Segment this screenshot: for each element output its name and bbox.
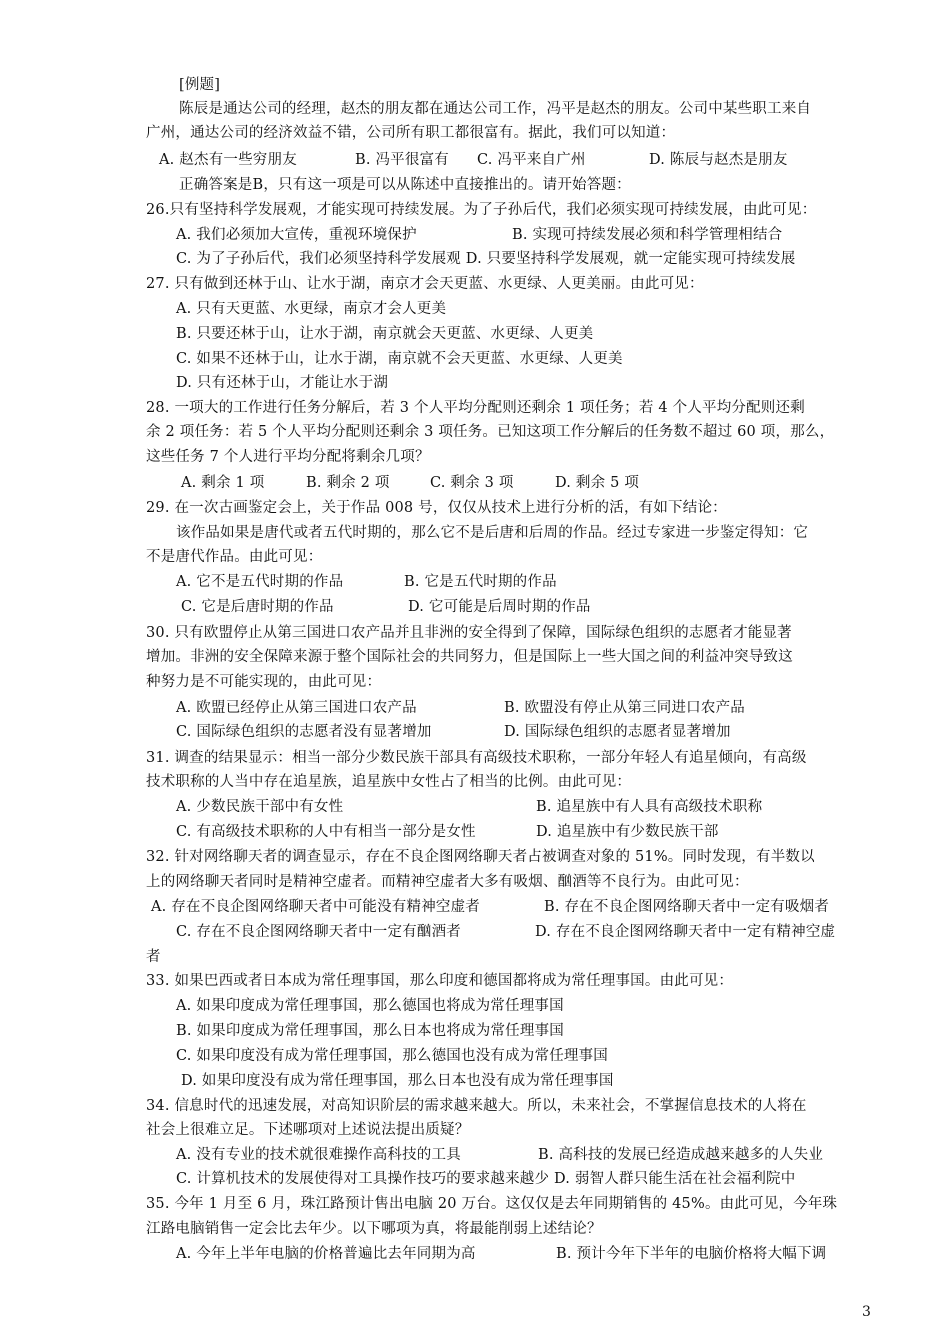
- answer-option: C. 剩余 3 项: [430, 475, 514, 491]
- text-segment: C. 如果不还林于山，让水于湖，南京就不会天更蓝、水更绿、人更美: [176, 351, 623, 367]
- answer-option: A. 存在不良企图网络聊天者中可能没有精神空虚者: [151, 899, 480, 915]
- text-line: [0, 1044, 950, 1068]
- text-line: [0, 247, 950, 271]
- text-line: [0, 471, 950, 495]
- text-line: [0, 73, 950, 97]
- answer-option: A. 今年上半年电脑的价格普遍比去年同期为高: [176, 1246, 476, 1262]
- text-line: [0, 148, 950, 172]
- answer-option: C. 国际绿色组织的志愿者没有显著增加: [176, 724, 432, 740]
- text-segment: B. 如果印度成为常任理事国，那么日本也将成为常任理事国: [176, 1023, 564, 1039]
- answer-option: D. 国际绿色组织的志愿者显著增加: [504, 724, 731, 740]
- text-segment: 社会上很难立足。下述哪项对上述说法提出质疑？: [146, 1122, 470, 1138]
- text-line: [0, 870, 950, 894]
- answer-option: A. 欧盟已经停止从第三国进口农产品: [176, 700, 417, 716]
- text-line: [0, 994, 950, 1018]
- text-line: [0, 845, 950, 869]
- text-line: [0, 895, 950, 919]
- text-line: [0, 371, 950, 395]
- answer-option: A. 没有专业的技术就很难操作高科技的工具: [176, 1147, 461, 1163]
- text-segment: 技术职称的人当中存在追星族，追星族中女性占了相当的比例。由此可见：: [146, 774, 632, 790]
- answer-option: C. 冯平来自广州: [477, 152, 586, 168]
- text-line: [0, 820, 950, 844]
- answer-option: A. 少数民族干部中有女性: [176, 799, 344, 815]
- text-line: [0, 1069, 950, 1093]
- text-segment: 31. 调查的结果显示：相当一部分少数民族干部具有高级技术职称，一部分年轻人有追星倾向，有高级: [146, 750, 807, 766]
- text-segment: 33. 如果巴西或者日本成为常任理事国，那么印度和德国都将成为常任理事国。由此可见：: [146, 973, 734, 989]
- text-line: [0, 1167, 950, 1191]
- text-segment: 广州，通达公司的经济效益不错，公司所有职工都很富有。据此，我们可以知道：: [146, 125, 676, 141]
- answer-option: B. 存在不良企图网络聊天者中一定有吸烟者: [544, 899, 830, 915]
- answer-option: B. 它是五代时期的作品: [404, 574, 557, 590]
- answer-option: B. 追星族中有人具有高级技术职称: [536, 799, 763, 815]
- text-line: [0, 920, 950, 944]
- answer-option: C. 它是后唐时期的作品: [181, 599, 334, 615]
- text-line: [0, 297, 950, 321]
- text-segment: 种努力是不可能实现的，由此可见：: [146, 674, 382, 690]
- answer-option: B. 冯平很富有: [355, 152, 449, 168]
- text-line: [0, 595, 950, 619]
- text-line: [0, 121, 950, 145]
- text-segment: 27. 只有做到还林于山、让水于湖，南京才会天更蓝、水更绿、人更美丽。由此可见：: [146, 276, 704, 292]
- text-line: [0, 1192, 950, 1216]
- text-segment: 29. 在一次古画鉴定会上，关于作品 008 号，仅仅从技术上进行分析的活，有如下结论：: [146, 500, 727, 516]
- text-segment: A. 如果印度成为常任理事国，那么德国也将成为常任理事国: [176, 998, 564, 1014]
- text-line: [0, 347, 950, 371]
- text-segment: 增加。非洲的安全保障来源于整个国际社会的共同努力，但是国际上一些大国之间的利益冲突导致这: [146, 649, 793, 665]
- text-segment: 26.只有坚持科学发展观，才能实现可持续发展。为了子孙后代，我们必须实现可持续发展，由此可见：: [146, 202, 817, 218]
- text-segment: [例题]: [179, 77, 221, 93]
- text-line: [0, 570, 950, 594]
- text-segment: 上的网络聊天者同时是精神空虚者。而精神空虚者大多有吸烟、酗酒等不良行为。由此可见：: [146, 874, 749, 890]
- answer-option: D. 追星族中有少数民族干部: [536, 824, 719, 840]
- text-line: [0, 945, 950, 969]
- text-line: [0, 198, 950, 222]
- text-line: [0, 1094, 950, 1118]
- answer-option: B. 高科技的发展已经造成越来越多的人失业: [538, 1147, 824, 1163]
- text-line: [0, 272, 950, 296]
- text-line: [0, 1217, 950, 1241]
- answer-option: B. 剩余 2 项: [306, 475, 390, 491]
- text-segment: 32. 针对网络聊天者的调查显示，存在不良企图网络聊天者占被调查对象的 51%。同时发现，有半数以: [146, 849, 815, 865]
- text-segment: 28. 一项大的工作进行任务分解后，若 3 个人平均分配则还剩余 1 项任务；若 4 个人平均分配则还剩: [146, 400, 805, 416]
- text-line: [0, 621, 950, 645]
- text-segment: 江路电脑销售一定会比去年少。以下哪项为真，将最能削弱上述结论？: [146, 1221, 602, 1237]
- text-line: [0, 670, 950, 694]
- answer-option: A. 它不是五代时期的作品: [176, 574, 344, 590]
- text-line: [0, 521, 950, 545]
- text-segment: 正确答案是B，只有这一项是可以从陈述中直接推出的。请开始答题：: [179, 177, 631, 193]
- text-line: [0, 545, 950, 569]
- text-line: [0, 1019, 950, 1043]
- text-segment: 陈辰是通达公司的经理，赵杰的朋友都在通达公司工作，冯平是赵杰的朋友。公司中某些职工来自: [179, 101, 812, 117]
- text-line: [0, 1143, 950, 1167]
- text-line: [0, 770, 950, 794]
- text-segment: 余 2 项任务：若 5 个人平均分配则还剩余 3 项任务。已知这项工作分解后的任务数不超过 60 项，那么，: [146, 424, 835, 440]
- text-segment: 者: [146, 949, 161, 965]
- text-segment: D. 如果印度没有成为常任理事国，那么日本也没有成为常任理事国: [181, 1073, 614, 1089]
- answer-option: D. 它可能是后周时期的作品: [408, 599, 591, 615]
- text-line: [0, 496, 950, 520]
- text-segment: 34. 信息时代的迅速发展，对高知识阶层的需求越来越大。所以，未来社会，不掌握信息技术的人将在: [146, 1098, 807, 1114]
- text-segment: C. 如果印度没有成为常任理事国，那么德国也没有成为常任理事国: [176, 1048, 608, 1064]
- text-segment: 35. 今年 1 月至 6 月，珠江路预计售出电脑 20 万台。这仅仅是去年同期销售的 45%。由此可见，今年珠: [146, 1196, 838, 1212]
- answer-option: A. 赵杰有一些穷朋友: [159, 152, 297, 168]
- answer-option: B. 欧盟没有停止从第三同进口农产品: [504, 700, 745, 716]
- text-line: [0, 696, 950, 720]
- text-line: [0, 173, 950, 197]
- text-line: [0, 420, 950, 444]
- text-line: [0, 645, 950, 669]
- page-number: 3: [862, 1304, 871, 1320]
- text-line: [0, 445, 950, 469]
- text-line: [0, 322, 950, 346]
- answer-option: B. 实现可持续发展必须和科学管理相结合: [512, 227, 783, 243]
- text-line: [0, 795, 950, 819]
- answer-option: B. 预计今年下半年的电脑价格将大幅下调: [556, 1246, 827, 1262]
- answer-option: D. 剩余 5 项: [555, 475, 640, 491]
- text-segment: A. 只有天更蓝、水更绿，南京才会人更美: [176, 301, 447, 317]
- answer-option: A. 剩余 1 项: [181, 475, 265, 491]
- text-segment: B. 只要还林于山，让水于湖，南京就会天更蓝、水更绿、人更美: [176, 326, 594, 342]
- answer-option: C. 有高级技术职称的人中有相当一部分是女性: [176, 824, 476, 840]
- text-line: [0, 223, 950, 247]
- text-line: [0, 396, 950, 420]
- text-segment: 30. 只有欧盟停止从第三国进口农产品并且非洲的安全得到了保障，国际绿色组织的志愿者才能显著: [146, 625, 792, 641]
- text-line: [0, 969, 950, 993]
- text-segment: 不是唐代作品。由此可见：: [146, 549, 323, 565]
- text-segment: 这些任务 7 个人进行平均分配将剩余几项？: [146, 449, 430, 465]
- text-line: [0, 1118, 950, 1142]
- text-segment: C. 计算机技术的发展使得对工具操作技巧的要求越来越少 D. 弱智人群只能生活在社会福利院中: [176, 1171, 796, 1187]
- text-segment: 该作品如果是唐代或者五代时期的，那么它不是后唐和后周的作品。经过专家进一步鉴定得知：它: [176, 525, 809, 541]
- text-line: [0, 1242, 950, 1266]
- answer-option: C. 存在不良企图网络聊天者中一定有酗酒者: [176, 924, 461, 940]
- text-line: [0, 720, 950, 744]
- text-segment: C. 为了子孙后代，我们必须坚持科学发展观 D. 只要坚持科学发展观，就一定能实现可持续发展: [176, 251, 796, 267]
- answer-option: D. 陈辰与赵杰是朋友: [649, 152, 788, 168]
- text-line: [0, 746, 950, 770]
- text-segment: D. 只有还林于山，才能让水于湖: [176, 375, 389, 391]
- text-line: [0, 97, 950, 121]
- answer-option: A. 我们必须加大宣传，重视环境保护: [176, 227, 417, 243]
- answer-option: D. 存在不良企图网络聊天者中一定有精神空虚: [535, 924, 836, 940]
